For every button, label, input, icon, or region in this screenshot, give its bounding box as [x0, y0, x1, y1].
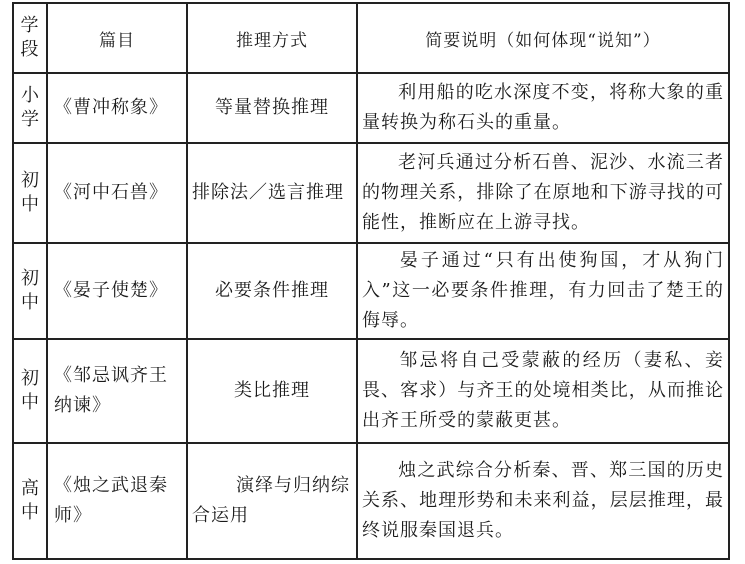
method-text: 演绎与归纳综合运用 — [192, 475, 350, 526]
header-desc: 简要说明（如何体现“说知”） — [357, 3, 729, 73]
desc-text: 老河兵通过分析石兽、泥沙、水流三者的物理关系，排除了在原地和下游寻找的可能性，推断应在上游寻找。 — [362, 152, 724, 233]
header-stage — [13, 3, 47, 73]
table-row — [13, 243, 729, 339]
stage-line1: 高 — [21, 478, 39, 499]
desc-cell — [357, 243, 729, 339]
method-cell: 排除法／选言推理 — [187, 143, 357, 243]
stage-cell — [13, 143, 47, 243]
desc-cell — [357, 143, 729, 243]
header-method: 推理方式 — [187, 3, 357, 73]
document-page — [12, 2, 728, 556]
stage-cell — [13, 243, 47, 339]
method-cell: 类比推理 — [187, 339, 357, 443]
stage-cell — [13, 73, 47, 143]
stage-cell — [13, 443, 47, 559]
desc-cell — [357, 73, 729, 143]
table-row — [13, 73, 729, 143]
desc-text: 晏子通过“只有出使狗国，才从狗门入”这一必要条件推理，有力回击了楚王的侮辱。 — [362, 250, 724, 331]
stage-line1: 初 — [21, 170, 39, 191]
header-stage-line1: 学 — [20, 15, 40, 36]
desc-cell — [357, 443, 729, 559]
stage-line2: 中 — [21, 292, 39, 313]
desc-text: 邹忌将自己受蒙蔽的经历（妻私、妾畏、客求）与齐王的处境相类比，从而推论出齐王所受的蒙蔽更甚。 — [362, 350, 724, 431]
desc-text: 利用船的吃水深度不变，将称大象的重量转换为称石头的重量。 — [362, 82, 724, 133]
stage-line2: 学 — [21, 109, 39, 130]
method-cell: 等量替换推理 — [187, 73, 357, 143]
header-stage-line2: 段 — [20, 39, 40, 60]
reasoning-table — [12, 2, 730, 560]
method-cell — [187, 443, 357, 559]
stage-line1: 小 — [21, 85, 39, 106]
stage-line1: 初 — [21, 268, 39, 289]
title-cell: 《晏子使楚》 — [47, 243, 187, 339]
title-cell: 《曹冲称象》 — [47, 73, 187, 143]
table-row — [13, 339, 729, 443]
stage-line2: 中 — [21, 502, 39, 523]
stage-line2: 中 — [21, 392, 39, 413]
title-cell: 《邹忌讽齐王纳谏》 — [47, 339, 187, 443]
stage-line1: 初 — [21, 368, 39, 389]
desc-cell — [357, 339, 729, 443]
desc-text: 烛之武综合分析秦、晋、郑三国的历史关系、地理形势和未来利益，层层推理，最终说服秦国退兵。 — [362, 460, 724, 541]
table-header-row — [13, 3, 729, 73]
table-row — [13, 443, 729, 559]
title-cell: 《河中石兽》 — [47, 143, 187, 243]
stage-line2: 中 — [21, 194, 39, 215]
title-cell: 《烛之武退秦师》 — [47, 443, 187, 559]
method-cell: 必要条件推理 — [187, 243, 357, 339]
header-title: 篇目 — [47, 3, 187, 73]
table-row — [13, 143, 729, 243]
stage-cell — [13, 339, 47, 443]
